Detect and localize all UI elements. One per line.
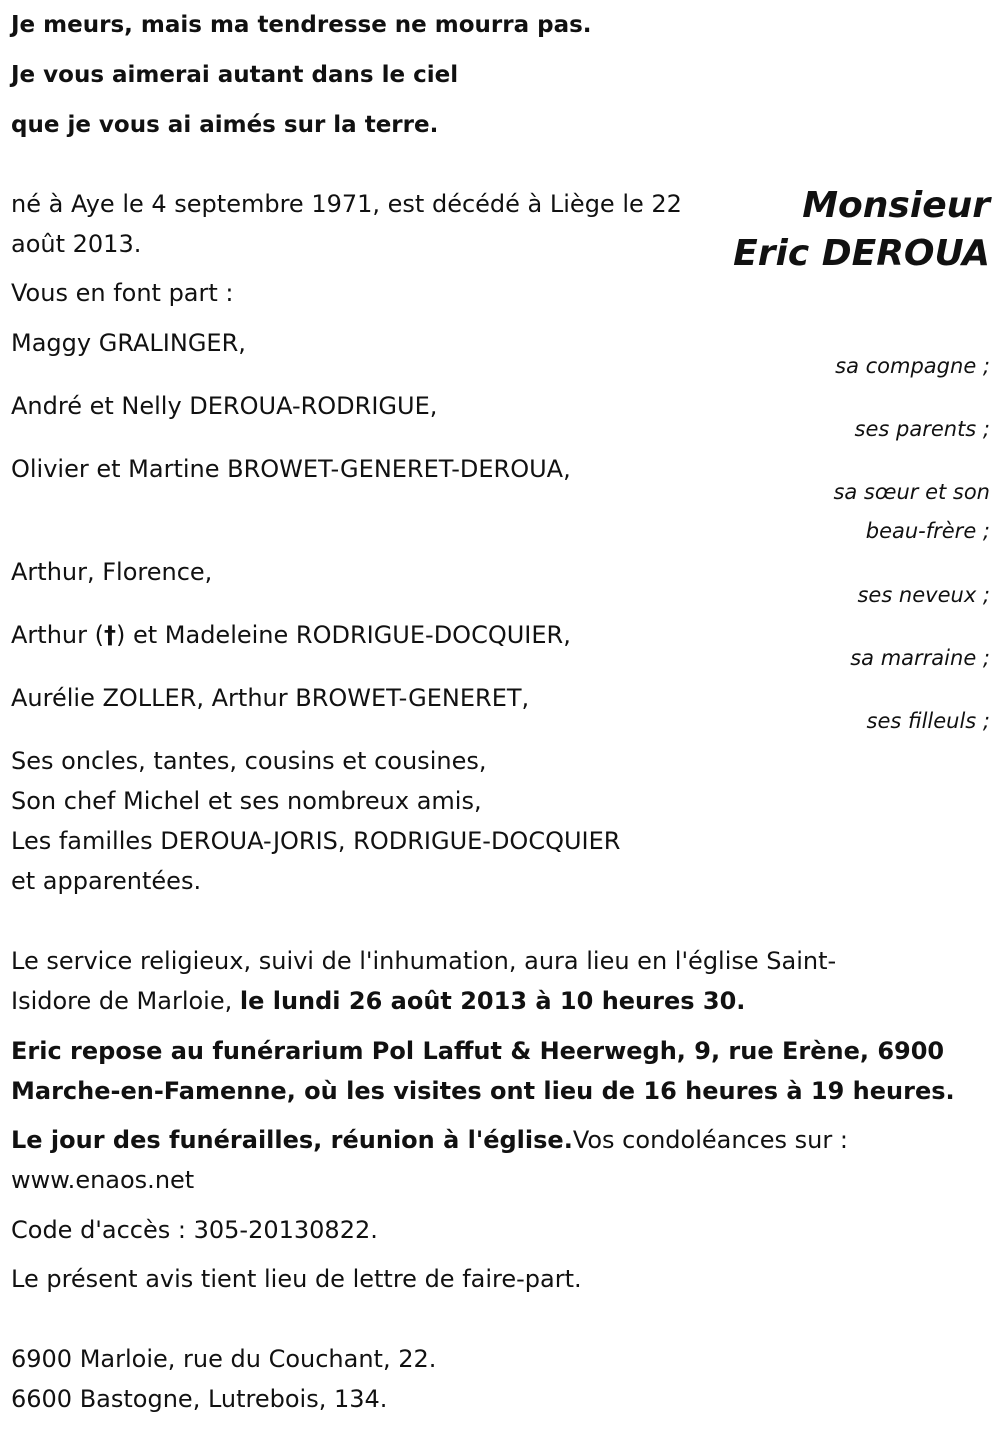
- family-relation: ses filleuls ;: [866, 709, 990, 733]
- quote-line-2: Je vous aimerai autant dans le ciel: [11, 62, 459, 88]
- family-relation: beau-frère ;: [865, 519, 990, 543]
- funerarium-line-2: Marche-en-Famenne, où les visites ont lieu de 16 heures à 19 heures.: [11, 1077, 955, 1105]
- service-datetime: le lundi 26 août 2013 à 10 heures 30.: [239, 987, 746, 1015]
- funerarium-line-1: Eric repose au funérarium Pol Laffut & Heerwegh, 9, rue Erène, 6900: [11, 1037, 945, 1065]
- others-line-3: Les familles DEROUA-JORIS, RODRIGUE-DOCQUIER: [11, 827, 621, 855]
- deceased-title: Monsieur: [802, 185, 990, 226]
- family-relation: ses parents ;: [854, 417, 990, 441]
- family-names: [11, 615, 571, 655]
- others-line-4: et apparentées.: [11, 867, 202, 895]
- family-relation: sa compagne ;: [835, 354, 990, 378]
- access-code: Code d'accès : 305-20130822.: [11, 1216, 378, 1244]
- address-line-1: 6900 Marloie, rue du Couchant, 22.: [11, 1345, 437, 1373]
- condolences-label: Vos condoléances sur :: [572, 1126, 848, 1154]
- family-relation: sa marraine ;: [850, 646, 990, 670]
- service-location: Isidore de Marloie,: [11, 987, 240, 1015]
- family-names: Arthur, Florence,: [11, 558, 213, 586]
- family-names: Olivier et Martine BROWET-GENERET-DEROUA,: [11, 455, 571, 483]
- others-line-1: Ses oncles, tantes, cousins et cousines,: [11, 747, 487, 775]
- others-line-2: Son chef Michel et ses nombreux amis,: [11, 787, 482, 815]
- website-link[interactable]: www.enaos.net: [11, 1166, 195, 1194]
- family-relation: sa sœur et son: [833, 480, 990, 504]
- cross-icon: †: [103, 621, 116, 649]
- family-relation: ses neveux ;: [857, 583, 990, 607]
- service-line-2: [11, 981, 745, 1021]
- birth-line-1: né à Aye le 4 septembre 1971, est décédé à Liège le 22: [11, 190, 682, 218]
- quote-line-3: que je vous ai aimés sur la terre.: [11, 112, 439, 138]
- intro-text: Vous en font part :: [11, 279, 234, 307]
- family-names: Maggy GRALINGER,: [11, 329, 246, 357]
- family-names: André et Nelly DEROUA-RODRIGUE,: [11, 392, 438, 420]
- deceased-name: Eric DEROUA: [733, 233, 990, 274]
- quote-line-1: Je meurs, mais ma tendresse ne mourra pas.: [11, 12, 592, 38]
- funeral-day-line: [11, 1120, 848, 1160]
- notice-text: Le présent avis tient lieu de lettre de faire-part.: [11, 1265, 582, 1293]
- family-names-before: Arthur (: [11, 621, 104, 649]
- family-names: Aurélie ZOLLER, Arthur BROWET-GENERET,: [11, 684, 530, 712]
- funeral-day-meeting: Le jour des funérailles, réunion à l'église.: [11, 1126, 573, 1154]
- address-line-2: 6600 Bastogne, Lutrebois, 134.: [11, 1385, 388, 1413]
- family-names-after: ) et Madeleine RODRIGUE-DOCQUIER,: [115, 621, 571, 649]
- birth-line-2: août 2013.: [11, 230, 142, 258]
- service-line-1: Le service religieux, suivi de l'inhumation, aura lieu en l'église Saint-: [11, 947, 837, 975]
